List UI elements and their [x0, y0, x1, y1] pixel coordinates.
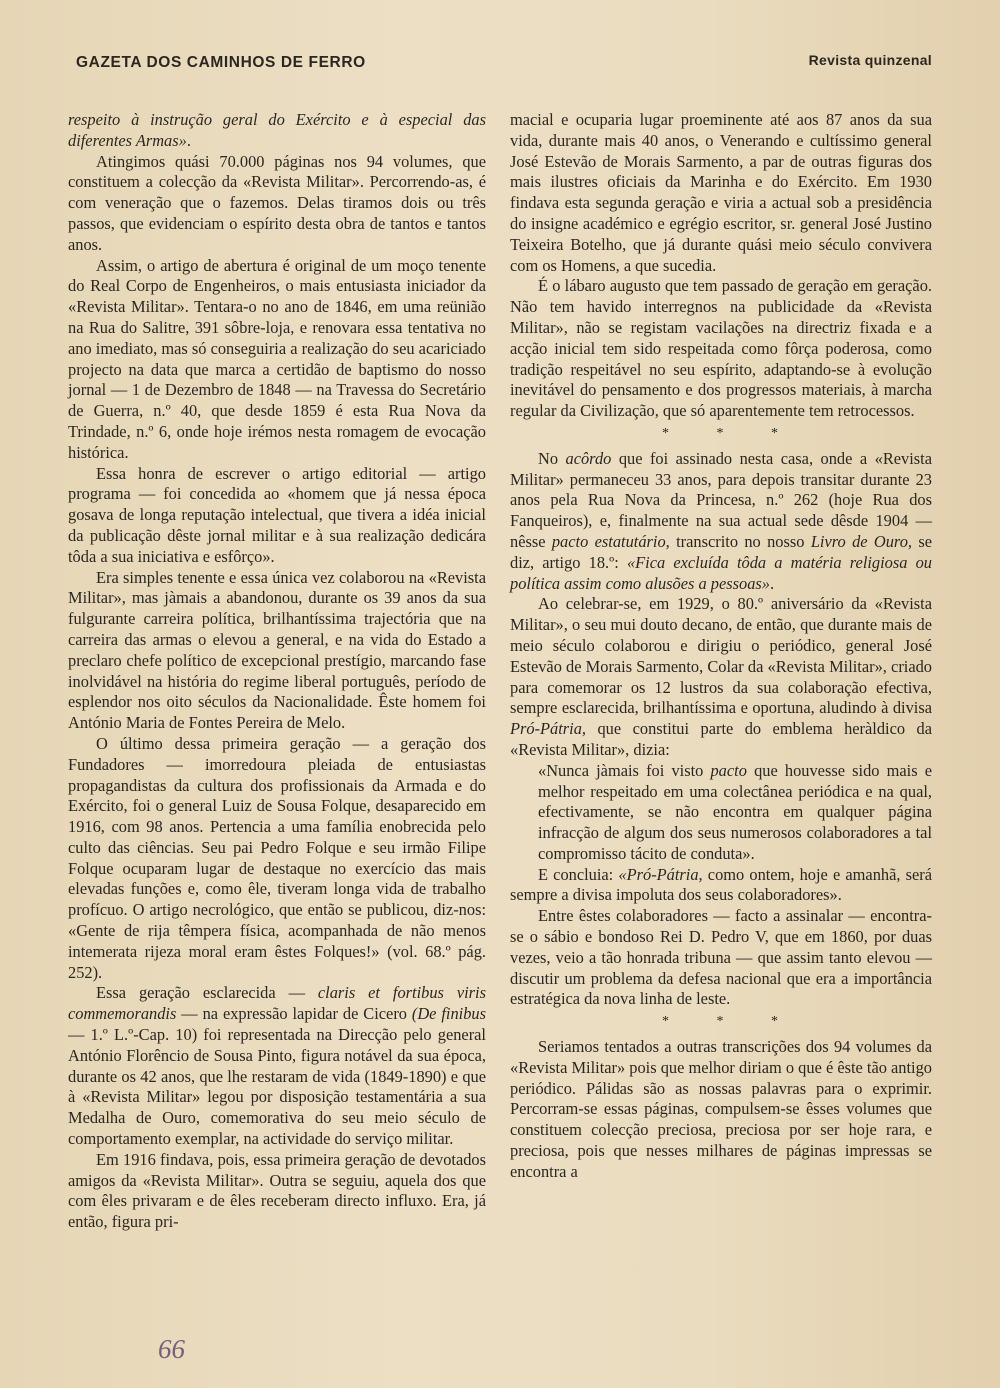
italic-text: pacto: [710, 760, 747, 780]
paragraph: [68, 464, 486, 568]
journal-subtitle: Revista quinzenal: [808, 52, 932, 68]
page-number: 66: [158, 1334, 185, 1364]
text-segment: como ontem, hoje e amanhã, será sempre a divisa impoluta dos seus colaboradores».: [510, 864, 933, 905]
italic-text: claris et fortibus viris commemorandis: [68, 983, 486, 1024]
paragraph: [510, 1037, 932, 1183]
text-segment: Era simples tenente e essa única vez colaborou na «Revista Militar», mas jàmais a abandonou, durante os 39 anos da sua fulgurante carreira política, brilhantíssima trajectória que na carreira das armas o elevou a general, e na vida do Estado a preclaro chefe político de excepcional prestígio, marcando fase inolvidável na história do regime liberal português, período de esplendor nos oito séculos da Nacionalidade. Êste homem foi António Maria de Fontes Pereira de Melo.: [68, 567, 486, 733]
section-divider: [510, 424, 932, 445]
section-divider: [510, 1012, 932, 1033]
text-segment: Ao celebrar-se, em 1929, o 80.º aniversário da «Revista Militar», o seu mui douto decano, de então, que durante mais de meio século colaborou e dirigiu o periódico, general José Estevão de Morais Sarmento, Colar da «Revista Militar», criado para comemorar os 12 lustros da sua colaboração efectiva, sempre esclarecida, brilhantíssima e oportuna, aludindo à divisa: [510, 594, 932, 718]
italic-text: acôrdo: [565, 448, 612, 468]
text-segment: Essa geração esclarecida —: [96, 983, 318, 1003]
paragraph: [510, 594, 932, 760]
text-segment: que houvesse sido mais e melhor respeitado em uma colectânea periódica e na qual, efectivamente, se não encontra em qualquer página infracção de algum dos seus numerosos colaboradores a tal compromisso tácito de conduta».: [538, 760, 933, 863]
italic-text: respeito à instrução geral do Exército e à especial das diferentes Armas»: [68, 110, 486, 150]
journal-title: GAZETA DOS CAMINHOS DE FERRO: [76, 54, 366, 71]
paragraph: [68, 152, 486, 256]
text-segment: .: [769, 573, 775, 593]
text-segment: Assim, o artigo de abertura é original de um moço tenente do Real Corpo de Engenheiros, o mais entusiasta iniciador da «Revista Militar». Tentara-o no ano de 1846, em uma reünião na Rua do Salitre, 391 sôbre-loja, e renovara essa tentativa no ano imediato, mas só conseguiria a realização do seu acariciado projecto na data que marca a certidão de baptismo do nosso jornal — 1 de Dezembro de 1848 — na Travessa do Secretário de Guerra, n.º 40, que desde 1859 é esta Rua Nova da Trindade, n.º 6, onde hoje irémos nesta romagem de evocação histórica.: [68, 255, 486, 462]
text-segment: É o lábaro augusto que tem passado de geração em geração. Não tem havido interregnos na publicidade da «Revista Militar», não se registam vacilações na directriz fixada e a acção inicial tem sido respeitada como fôrça poderosa, como tradição respeitável no seu espírito, adaptando-se à evolução inevitável do pensamento e dos progressos materiais, à marcha regular da Civilização, que só aparentemente tem retrocessos.: [510, 276, 932, 421]
paragraph: [68, 256, 486, 464]
text-segment: que constitui parte do emblema heràldico da «Revista Militar», dizia:: [510, 719, 932, 759]
text-segment: Essa honra de escrever o artigo editorial — artigo programa — foi concedida ao «homem que já nessa época gosava de longa reputação intelectual, que tivera a idéa inicial da publicação dêste jornal militar e à sua realização dedicára tôda a sua iniciativa e esfôrço».: [68, 463, 486, 566]
text-segment: Em 1916 findava, pois, essa primeira geração de devotados amigos da «Revista Militar». Outra se seguiu, aquela dos que com êles privaram e de êles receberam directo influxo. Era, já então, figura pri-: [68, 1149, 486, 1232]
italic-text: pacto estatutário,: [551, 531, 670, 551]
paragraph: [68, 568, 486, 734]
text-segment: No: [538, 448, 566, 468]
paragraph: [68, 1150, 486, 1233]
paragraph: [68, 110, 486, 152]
text-segment: O último dessa primeira geração — a geração dos Fundadores — imorredoura pleiada de entusiastas propagandistas da cultura dos profissionais da Armada e do Exército, foi o general Luiz de Sousa Folque, desaparecido em 1916, com 98 anos. Pertencia a uma família enobrecida pelo culto das ciências. Seu pai Pedro Folque e seu irmão Filipe Folque ocuparam lugar de destaque no exercício das mais elevadas funções e, como êle, tiveram longa vida de trabalho profícuo. O artigo necrológico, que então se publicou, diz-nos: «Gente de rija têmpera física, acompanhada de não menos intemerata rijeza moral eram êstes Folques!» (vol. 68.º pág. 252).: [68, 733, 486, 982]
running-header: [76, 50, 932, 78]
paragraph: [510, 865, 932, 907]
text-segment: — 1.º L.º-Cap. 10) foi representada na Direcção pelo general António Florêncio de Sousa Pinto, figura notável da sua época, durante os 42 anos, que lhe restaram de vida (1849-1890) e que à «Revista Militar» legou por disposição testamentária a sua Medalha de Ouro, comemorativa do seu meio século de comportamento exemplar, na actividade do serviço militar.: [68, 1025, 486, 1149]
italic-text: «Fica excluída tôda a matéria religiosa ou política assim como alusões a pessoas»: [510, 552, 932, 593]
text-segment: * * *: [662, 1014, 800, 1030]
paragraph: [510, 276, 932, 422]
paragraph: [510, 906, 932, 1010]
italic-text: Livro de Ouro,: [810, 531, 912, 551]
text-segment: Atingimos quási 70.000 páginas nos 94 volumes, que constituem a colecção da «Revista Militar». Percorrendo-as, é com veneração que o fazemos. Delas tiramos dois ou três passos, que evidenciam o espírito desta obra de tantos e tantos anos.: [68, 151, 486, 254]
italic-text: «Pró-Pátria,: [618, 864, 703, 884]
text-segment: transcrito no nosso: [669, 531, 811, 551]
text-segment: Seriamos tentados a outras transcrições dos 94 volumes da «Revista Militar» pois que melhor diriam o que é êste tão antigo periódico. Pálidas são as nossas palavras para o exprimir. Percorram-se essas páginas, compulsem-se êsses volumes que constituem colecção preciosa, preciosa por ser hoje rara, e preciosa, pois que nesses milhares de páginas impressas se encontra a: [510, 1037, 932, 1181]
paragraph: [538, 761, 932, 865]
paragraph: [510, 449, 932, 595]
paragraph: [68, 734, 486, 984]
text-segment: macial e ocuparia lugar proeminente até aos 87 anos da sua vida, durante mais 40 anos, o Venerando e cultíssimo general José Estevão de Morais Sarmento, a par de outras figuras dos mais ilustres oficiais da Marinha e do Exército. Em 1930 findava esta segunda geração e viria a actual sob a presidência do insigne académico e egrégio escritor, sr. general José Justino Teixeira Botelho, que já durante quási meio século convivera com os Homens, a que sucedia.: [510, 110, 932, 275]
paragraph: [68, 983, 486, 1149]
text-segment: se diz, artigo 18.º:: [510, 531, 933, 572]
left-column: [68, 110, 486, 1233]
italic-text: (De finibus: [411, 1004, 486, 1024]
text-segment: — na expressão lapidar de Cicero: [176, 1004, 412, 1024]
paragraph: [510, 110, 932, 276]
text-segment: * * *: [662, 425, 800, 441]
text-segment: que foi assinado nesta casa, onde a «Revista Militar» permaneceu 33 anos, para depois transitar durante 23 anos pela Rua Nova da Princesa, n.º 262 (hoje Rua dos Fanqueiros), e, finalmente na sua actual sede dêsde 1904 — nêsse: [510, 448, 932, 551]
text-segment: Entre êstes colaboradores — facto a assinalar — encontra-se o sábio e bondoso Rei D. Pedro V, que em 1860, por duas vezes, veio a tão honrada tribuna — que assim tanto elevou — discutir um problema da defesa nacional que era a importância estratégica da nova linha de leste.: [510, 906, 932, 1009]
text-segment: .: [186, 130, 191, 150]
italic-text: Pró-Pátria,: [510, 719, 587, 739]
text-segment: E concluia:: [538, 864, 619, 884]
right-column: [510, 110, 932, 1183]
text-segment: «Nunca jàmais foi visto: [538, 760, 711, 780]
